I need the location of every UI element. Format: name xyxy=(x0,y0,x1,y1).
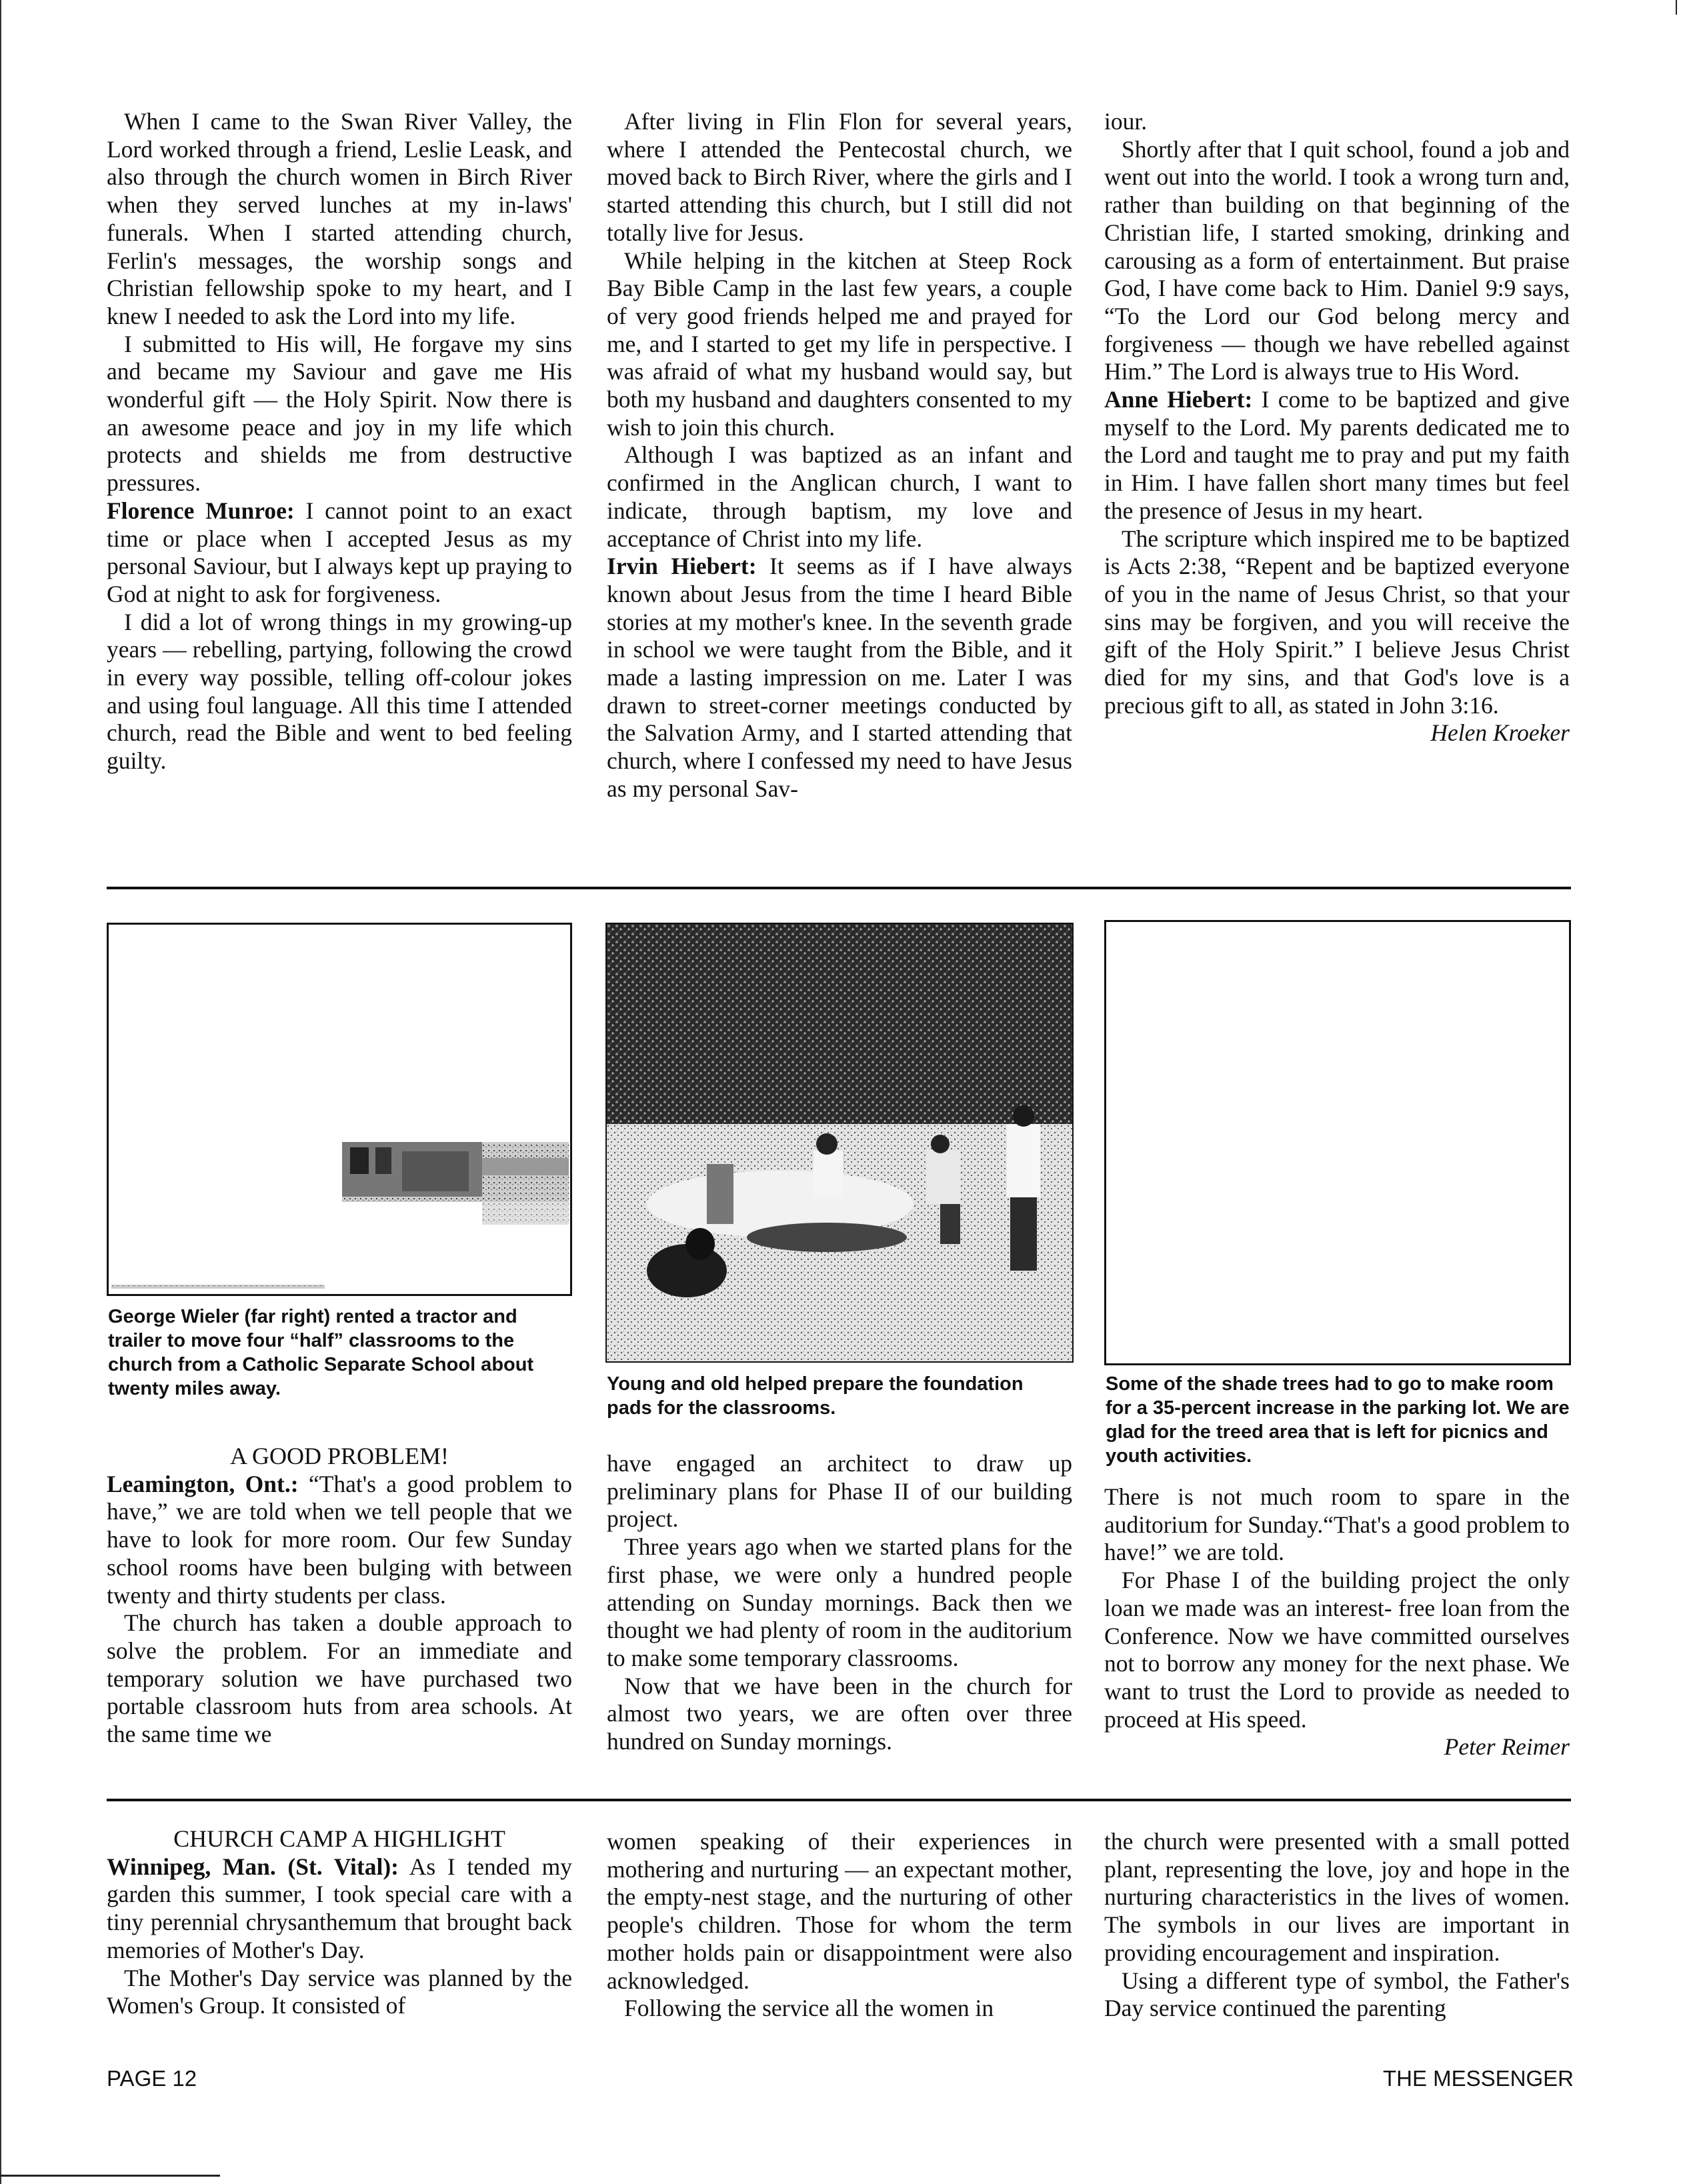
photo-caption: Young and old helped prepare the foundation pads for the classrooms. xyxy=(607,1373,1024,1419)
paragraph: The church has taken a double approach to solve the problem. For an immediate and temporary solution we have purchased two portable classroom huts from area schools. At the same time we xyxy=(107,1609,572,1748)
paragraph: Using a different type of symbol, the Father's Day service continued the parenting xyxy=(1104,1967,1570,2022)
paragraph: The Mother's Day service was planned by the Women's Group. It consisted of xyxy=(107,1964,572,2019)
publication-name: THE MESSENGER xyxy=(1382,2066,1574,2091)
dateline: Leamington, Ont.: xyxy=(107,1470,299,1497)
top-column-2 xyxy=(607,108,1072,803)
paragraph: women speaking of their experiences in mothering and nurturing — an expectant mother, the empty-nest stage, and the nurturing of other people's children. Those for whom the term mother holds pain or disappointment were also acknowledged. xyxy=(607,1828,1072,1994)
paragraph-text: As I tended my garden this summer, I took special care with a tiny perennial chrysanthemum that brought back memories of Mother's Day. xyxy=(107,1853,572,1963)
paragraph: Although I was baptized as an infant and confirmed in the Anglican church, I want to indicate, through baptism, my love and acceptance of Christ into my life. xyxy=(607,441,1072,552)
top-column-1 xyxy=(107,108,572,775)
photo-shade-trees xyxy=(1106,922,1569,1363)
paragraph-text: I come to be baptized and give myself to the Lord. My parents dedicated me to the Lord and taught me to pray and put my faith in Him. I have fallen short many times but feel the presence of Jesus in my heart. xyxy=(1104,386,1570,524)
paragraph: iour. xyxy=(1104,108,1148,135)
top-column-3 xyxy=(1104,108,1570,747)
middle-column-1 xyxy=(107,1443,572,1749)
paragraph xyxy=(107,497,572,609)
paragraph: Following the service all the women in xyxy=(624,1995,994,2022)
paragraph: the church were presented with a small potted plant, representing the love, joy and hope in the nurturing characteristics in the lives of women. The symbols in our lives are important in providing encouragement and inspiration. xyxy=(1104,1828,1570,1966)
author-signature: Peter Reimer xyxy=(1444,1733,1570,1761)
bottom-column-1 xyxy=(107,1825,572,2020)
paragraph: have engaged an architect to draw up preliminary plans for Phase II of our building project. xyxy=(607,1450,1072,1533)
article-heading: A GOOD PROBLEM! xyxy=(229,1443,449,1469)
paragraph: There is not much room to spare in the auditorium for Sunday.“That's a good problem to have!” we are told. xyxy=(1104,1483,1570,1566)
middle-column-2 xyxy=(607,1450,1072,1756)
paragraph xyxy=(107,1853,572,1965)
speaker-name: Irvin Hiebert: xyxy=(607,553,757,580)
paragraph xyxy=(607,553,1072,803)
paragraph-text: I cannot point to an exact time or place when I accepted Jesus as my personal Saviour, but I always kept up praying to God at night to ask for forgiveness. xyxy=(107,497,572,607)
paragraph: Now that we have been in the church for almost two years, we are often over three hundred on Sunday mornings. xyxy=(607,1672,1072,1755)
paragraph xyxy=(1104,386,1570,525)
paragraph: When I came to the Swan River Valley, the Lord worked through a friend, Leslie Leask, and also through the church women in Birch River when they served lunches at my in-laws' funerals. When I started attending church, Ferlin's messages, the worship songs and Christian fellowship spoke to my heart, and I knew I needed to ask the Lord into my life. xyxy=(107,108,572,329)
dateline: Winnipeg, Man. (St. Vital): xyxy=(107,1853,399,1880)
photo-caption: George Wieler (far right) rented a tractor and trailer to move four “half” classrooms to the church from a Catholic Separate School about twenty miles away. xyxy=(108,1306,534,1399)
speaker-name: Florence Munroe: xyxy=(107,497,295,524)
photo-left xyxy=(107,923,572,1296)
paragraph-text: “That's a good problem to have,” we are told when we tell people that we have to look for more room. Our few Sunday school rooms have been bulging with between twenty and thirty students per class. xyxy=(107,1470,572,1609)
scan-edge xyxy=(0,2175,220,2177)
photo-tractor-trailer xyxy=(109,925,570,1294)
scan-edge xyxy=(0,0,1,2184)
photo-foundation-work xyxy=(607,924,1072,1361)
bottom-column-2 xyxy=(607,1828,1072,2023)
speaker-name: Anne Hiebert: xyxy=(1104,386,1253,413)
paragraph: I submitted to His will, He forgave my sins and became my Saviour and gave me His wonderful gift — the Holy Spirit. Now there is an awesome peace and joy in my life which protects and shields me from destructive pressures. xyxy=(107,330,572,497)
article-heading: CHURCH CAMP A HIGHLIGHT xyxy=(173,1825,505,1852)
paragraph: Shortly after that I quit school, found a job and went out into the world. I took a wrong turn and, rather than building on that beginning of the Christian life, I started smoking, drinking and carousing as a form of entertainment. But praise God, I have come back to Him. Daniel 9:9 says, “To the Lord our God belong mercy and forgiveness — though we have rebelled against Him.” The Lord is always true to His Word. xyxy=(1104,135,1570,385)
paragraph xyxy=(107,1471,572,1610)
photo-right xyxy=(1104,920,1571,1365)
paragraph: I did a lot of wrong things in my growing-up years — rebelling, partying, following the crowd in every way possible, telling off-colour jokes and using foul language. All this time I attended church, read the Bible and went to bed feeling guilty. xyxy=(107,608,572,775)
section-divider xyxy=(107,887,1571,889)
paragraph: For Phase I of the building project the only loan we made was an interest- free loan from the Conference. Now we have committed ourselves not to borrow any money for the next phase. We want to trust the Lord to provide as needed to proceed at His speed. xyxy=(1104,1567,1570,1733)
photo-caption: Some of the shade trees had to go to make room for a 35-percent increase in the parking lot. We are glad for the treed area that is left for picnics and youth activities. xyxy=(1106,1373,1570,1467)
photo-middle xyxy=(605,923,1074,1363)
author-signature: Helen Kroeker xyxy=(1430,719,1570,747)
paragraph: The scripture which inspired me to be baptized is Acts 2:38, “Repent and be baptized everyone of you in the name of Jesus Christ, so that your sins may be forgiven, and you will receive the gift of the Holy Spirit.” I believe Jesus Christ died for my sins, and that God's love is a precious gift to all, as stated in John 3:16. xyxy=(1104,525,1570,719)
paragraph: Three years ago when we started plans for the first phase, we were only a hundred people attending on Sunday mornings. Back then we thought we had plenty of room in the auditorium to make some temporary classrooms. xyxy=(607,1533,1072,1671)
paragraph: While helping in the kitchen at Steep Rock Bay Bible Camp in the last few years, a couple of very good friends helped me and prayed for me, and I started to get my life in perspective. I was afraid of what my husband would say, but both my husband and daughters consented to my wish to join this church. xyxy=(607,247,1072,441)
bottom-column-3 xyxy=(1104,1828,1570,2023)
scan-edge xyxy=(1676,0,1677,15)
section-divider xyxy=(107,1799,1571,1801)
paragraph-text: It seems as if I have always known about Jesus from the time I heard Bible stories at my mother's knee. In the seventh grade in school we were taught from the Bible, and it made a lasting impression on me. Later I was drawn to street-corner meetings conducted by the Salvation Army, and I started attending that church, where I confessed my need to have Jesus as my personal Sav- xyxy=(607,553,1072,802)
middle-column-3 xyxy=(1104,1483,1570,1761)
page-number: PAGE 12 xyxy=(107,2066,197,2091)
paragraph: After living in Flin Flon for several years, where I attended the Pentecostal church, we moved back to Birch River, where the girls and I started attending this church, but I still did not totally live for Jesus. xyxy=(607,108,1072,246)
